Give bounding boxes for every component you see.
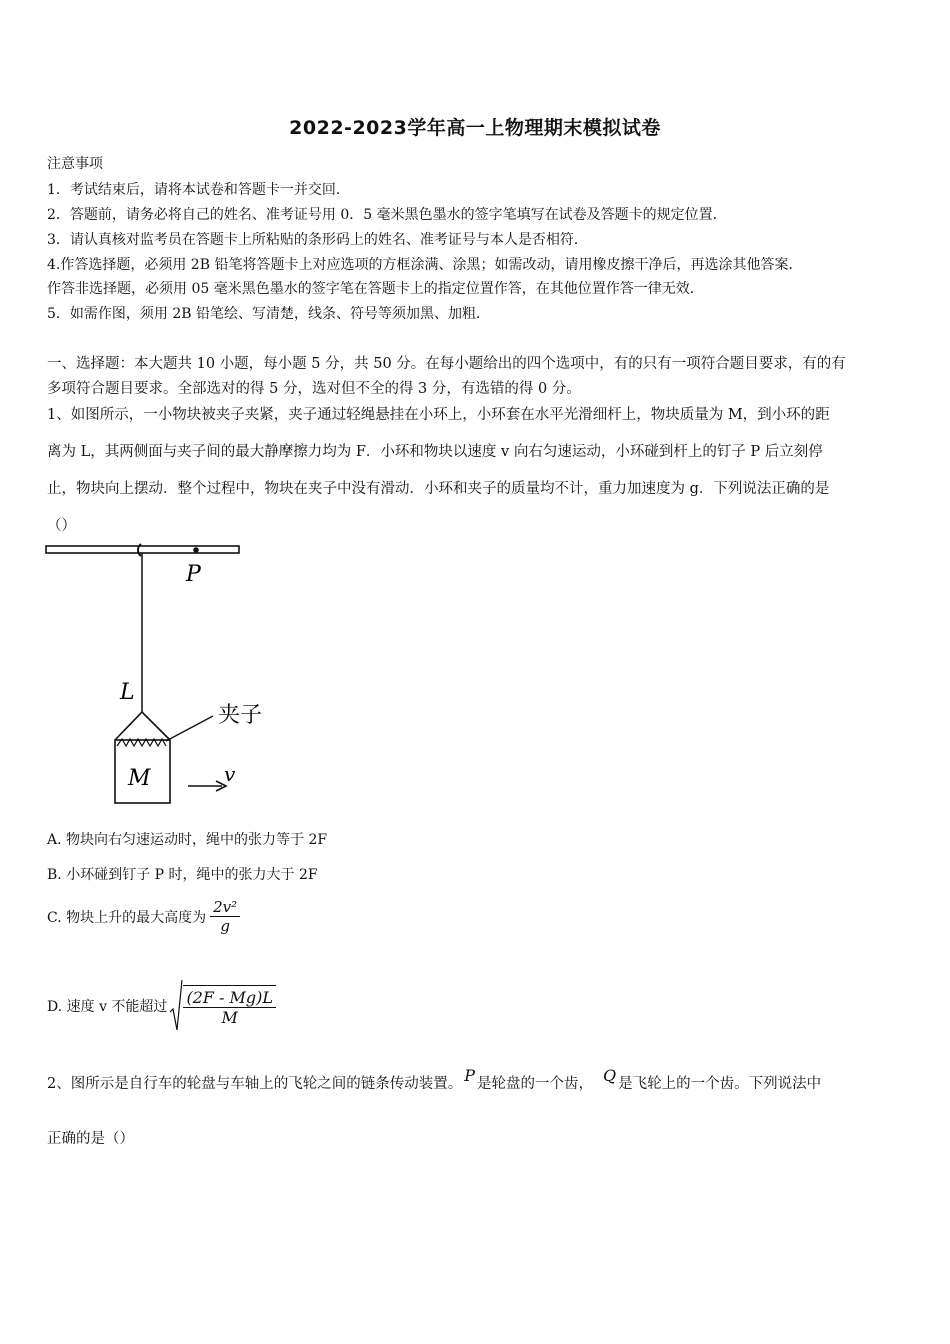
notice-item: 作答非选择题，必须用 05 毫米黑色墨水的签字笔在答题卡上的指定位置作答，在其他位置作答一律无效．: [47, 281, 704, 297]
q2-text: 2、图所示是自行车的轮盘与车轴上的飞轮之间的链条传动装置。: [47, 1076, 463, 1092]
fraction-denominator: g: [220, 917, 230, 935]
notice-item: 4.作答选择题，必须用 2B 铅笔将答题卡上对应选项的方框涂满、涂黑；如需改动，请用橡皮擦干净后，再选涂其他答案．: [47, 257, 803, 273]
section-instructions: 多项符合题目要求。全部选对的得 5 分，选对但不全的得 3 分，有选错的得 0 分。: [47, 381, 581, 397]
notice-item: 3．请认真核对监考员在答题卡上所粘贴的条形码上的姓名、准考证号与本人是否相符．: [47, 232, 588, 248]
option-c-text: C. 物块上升的最大高度为: [47, 909, 207, 926]
section-instructions: 一、选择题：本大题共 10 小题，每小题 5 分，共 50 分。在每小题给出的四个选项中，有的只有一项符合题目要求，有的有: [47, 356, 846, 372]
nail-p: [193, 547, 199, 553]
option-d-fraction: [183, 985, 276, 1027]
page-title: 2022-2023学年高一上物理期末模拟试卷: [289, 117, 661, 139]
question-2-stem: [47, 1066, 821, 1095]
label-m: M: [128, 766, 151, 791]
option-d: [47, 978, 276, 1034]
horizontal-rod: [46, 546, 239, 553]
question-1-stem: 1、如图所示，一小物块被夹子夹紧，夹子通过轻绳悬挂在小环上，小环套在水平光滑细杆上，物块质量为 M，到小环的距: [47, 407, 830, 423]
question-1-paren: （）: [47, 518, 76, 534]
notice-item: 2．答题前，请务必将自己的姓名、准考证号用 0．5 毫米黑色墨水的签字笔填写在试卷及答题卡的规定位置．: [47, 207, 727, 223]
notice-item: 5．如需作图，须用 2B 铅笔绘、写清楚，线条、符号等须加黑、加粗．: [47, 306, 491, 322]
label-clip: 夹子: [218, 703, 263, 728]
label-p: P: [186, 562, 201, 587]
clip-leader-line: [166, 716, 213, 741]
symbol-q: Q: [603, 1066, 617, 1085]
option-c: [47, 898, 240, 935]
option-b: B. 小环碰到钉子 P 时，绳中的张力大于 2F: [47, 867, 318, 883]
label-l: L: [120, 680, 135, 705]
option-a: A. 物块向右匀速运动时，绳中的张力等于 2F: [47, 832, 328, 848]
fraction-denominator: M: [221, 1008, 238, 1027]
question-1-stem: 止，物块向上摆动．整个过程中，物块在夹子中没有滑动．小环和夹子的质量均不计，重力加速度为 g．下列说法正确的是: [47, 481, 830, 497]
label-v: v: [224, 762, 236, 786]
pendulum-figure: [40, 535, 280, 815]
option-c-fraction: [210, 898, 240, 935]
symbol-p: P: [464, 1066, 475, 1085]
clip: [115, 712, 170, 740]
question-1-stem: 离为 L，其两侧面与夹子间的最大静摩擦力均为 F．小环和物块以速度 v 向右匀速运动，小环碰到杆上的钉子 P 后立刻停: [47, 444, 823, 460]
fraction-numerator: (2F - Mg)L: [183, 988, 276, 1008]
fraction-numerator: 2v²: [210, 898, 240, 917]
q2-text: 是飞轮上的一个齿。下列说法中: [618, 1076, 822, 1092]
question-2-stem: 正确的是（）: [47, 1131, 134, 1147]
q2-text: 是轮盘的一个齿，: [477, 1076, 593, 1092]
option-d-text: D. 速度 v 不能超过: [47, 999, 168, 1015]
notice-heading: 注意事项: [47, 156, 103, 172]
notice-item: 1．考试结束后，请将本试卷和答题卡一并交回．: [47, 182, 350, 198]
sqrt-sign-icon: [169, 978, 183, 1034]
